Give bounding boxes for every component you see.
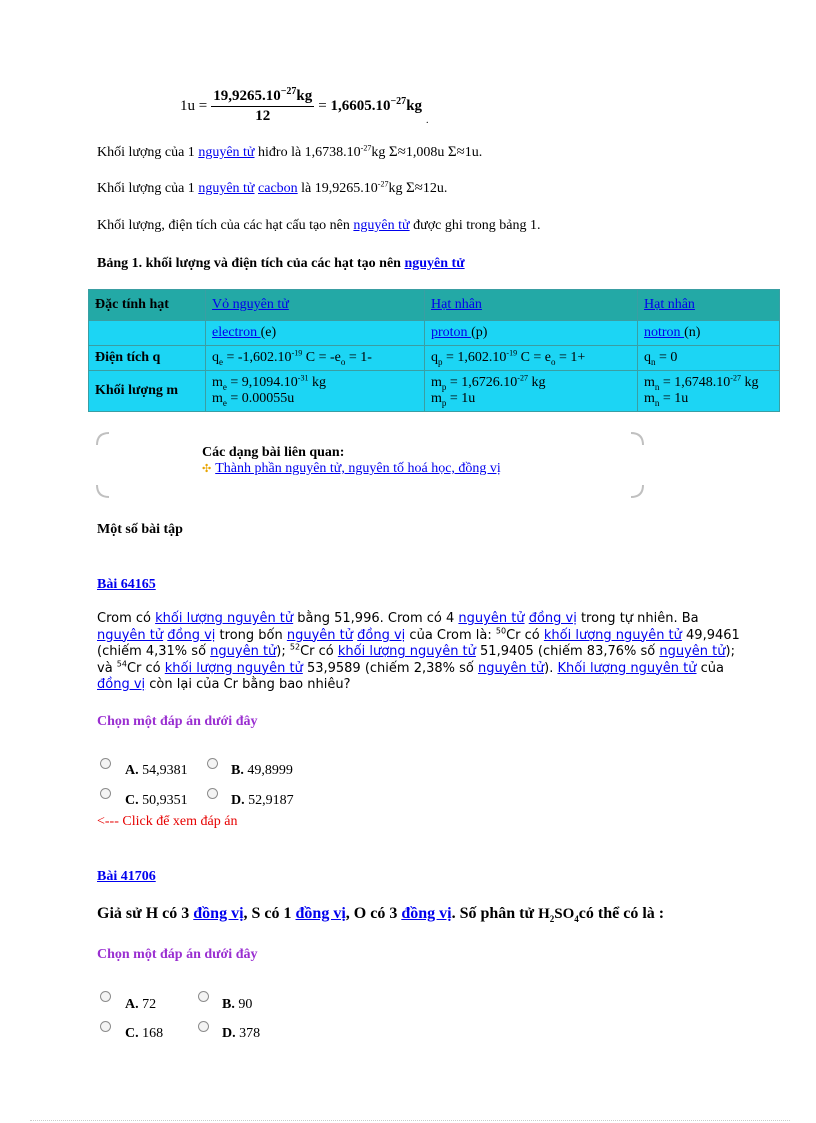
m-exp: -27 xyxy=(730,373,741,383)
numerator-unit: kg xyxy=(296,87,313,104)
option-d-label xyxy=(222,1026,260,1042)
rhs-unit: kg xyxy=(406,97,423,114)
text-run: trong bốn xyxy=(215,627,287,643)
q-value: = -1,602.10 xyxy=(223,350,292,365)
text-link[interactable]: nguyên tử xyxy=(286,627,354,643)
approx-symbol: Σ≈ xyxy=(405,180,423,196)
option-key: C. xyxy=(125,1026,139,1041)
m-sub: p xyxy=(441,397,447,408)
link-vo-nguyen-tu[interactable]: Vỏ nguyên tử xyxy=(212,297,289,312)
text-run: của Crom là: xyxy=(405,627,496,643)
link-dong-vi[interactable]: đồng vị xyxy=(193,905,244,922)
q-unit: C = -e xyxy=(302,350,341,365)
q2-text-1: Giả sử H có 3 xyxy=(97,905,194,922)
radio-option-d[interactable] xyxy=(198,1021,209,1032)
question-1-title[interactable]: Bài 64165 xyxy=(97,577,156,592)
option-value: 90 xyxy=(234,997,253,1012)
chem-so: SO xyxy=(554,906,575,922)
formula-trail: . xyxy=(426,115,429,126)
table-title xyxy=(97,256,465,272)
p3-text-pre: Khối lượng, điện tích của các hạt cấu tạo nên xyxy=(97,218,354,233)
option-value: 378 xyxy=(235,1026,261,1041)
e-sub: o xyxy=(340,356,346,367)
link-proton[interactable]: proton xyxy=(431,325,472,340)
text-run: bằng 51,996. Crom có 4 xyxy=(293,611,459,626)
q-rel: = 1- xyxy=(345,350,372,365)
q-value: = 0 xyxy=(655,350,678,365)
link-nguyen-tu[interactable]: nguyên tử xyxy=(404,256,465,271)
text-run: Cr có xyxy=(300,644,338,659)
formula-lhs: 1u xyxy=(180,97,195,114)
option-value: 49,8999 xyxy=(243,763,293,778)
q-sub: p xyxy=(438,356,443,367)
text-run: 49,9461 (chiếm 4,31% số xyxy=(97,627,740,659)
q-symbol: q xyxy=(212,350,219,365)
text-link[interactable]: đồng vị xyxy=(97,677,146,692)
atomic-mass-unit-formula xyxy=(180,86,429,126)
table-row-mass xyxy=(89,371,780,412)
text-link[interactable]: đồng vị xyxy=(357,627,406,643)
mass-line-2 xyxy=(431,391,631,407)
radio-option-b[interactable] xyxy=(207,758,218,769)
option-key: A. xyxy=(125,763,139,778)
m-sub: e xyxy=(222,397,227,408)
formula-rhs xyxy=(330,95,423,115)
q-symbol: q xyxy=(431,350,438,365)
q2-text-3: , O có 3 xyxy=(345,905,402,922)
cell-proton xyxy=(425,321,638,346)
approx-symbol: Σ≈ xyxy=(388,144,406,160)
mass-line-1 xyxy=(644,375,773,391)
q2-text-5: có thể có là : xyxy=(578,905,665,922)
m-symbol: m xyxy=(212,391,223,406)
show-answer-link[interactable]: <--- Click để xem đáp án xyxy=(97,814,238,829)
option-key: A. xyxy=(125,997,139,1012)
table-row-particle xyxy=(89,321,780,346)
header-cell-nucleus xyxy=(425,290,638,321)
link-cacbon[interactable]: cacbon xyxy=(258,181,298,196)
box-corner-bottom-left-icon xyxy=(96,484,110,498)
m-symbol: m xyxy=(431,391,442,406)
text-link[interactable]: khối lượng nguyên tử xyxy=(337,644,476,659)
text-link[interactable]: nguyên tử xyxy=(458,611,525,626)
related-topics-box xyxy=(202,445,501,477)
link-hat-nhan-2[interactable]: Hạt nhân xyxy=(644,297,695,312)
particle-properties-table xyxy=(88,289,780,412)
isotope-mass-number: 50 xyxy=(495,626,507,636)
neutron-symbol: (n) xyxy=(684,325,701,340)
text-run: ); và xyxy=(97,644,735,676)
question-1-choose-label: Chọn một đáp án dưới đây xyxy=(97,714,258,729)
text-run: ). xyxy=(544,660,558,676)
text-run: Crom có xyxy=(97,611,156,626)
equals-sign-2: = xyxy=(318,97,331,114)
chem-sub-2: 2 xyxy=(549,914,555,924)
option-d-label xyxy=(231,793,294,809)
p2-exponent: -27 xyxy=(377,179,389,189)
text-run: 51,9405 (chiếm 83,76% số xyxy=(475,644,660,659)
m-sub: e xyxy=(222,381,227,392)
option-c-label xyxy=(125,1026,163,1042)
option-key: B. xyxy=(231,763,244,778)
option-value: 50,9351 xyxy=(138,793,188,808)
equals-sign: = xyxy=(195,97,208,114)
numerator-value: 19,9265.10 xyxy=(213,87,281,104)
text-run: 53,9589 (chiếm 2,38% số xyxy=(302,660,478,676)
electron-mass xyxy=(206,371,425,412)
text-link[interactable]: khối lượng nguyên tử xyxy=(155,611,294,626)
p2-value: 12u. xyxy=(422,181,448,196)
question-2-title[interactable]: Bài 41706 xyxy=(97,869,156,884)
mass-line-1 xyxy=(212,375,418,391)
e-sub: o xyxy=(551,356,556,367)
charge-label: Điện tích q xyxy=(89,346,206,371)
link-nguyen-tu[interactable]: nguyên tử xyxy=(353,218,410,233)
q-exp: -19 xyxy=(291,348,303,358)
m-value: = 9,1094.10 xyxy=(226,375,298,390)
hydrogen-mass-paragraph xyxy=(97,144,482,161)
numerator-exponent: −27 xyxy=(280,85,297,97)
text-run: còn lại của Cr bằng bao nhiêu? xyxy=(145,677,351,692)
text-run: của xyxy=(696,660,725,676)
option-a-label xyxy=(125,763,188,779)
m-exp: -31 xyxy=(297,373,309,383)
related-item-link[interactable]: Thành phần nguyên tử, nguyên tố hoá học, đồng vị xyxy=(215,461,501,476)
option-key: C. xyxy=(125,793,139,808)
q-unit: C = e xyxy=(517,350,552,365)
header-cell-property: Đặc tính hạt xyxy=(89,290,206,321)
m-value: = 1u xyxy=(659,391,689,406)
table-row-charge xyxy=(89,346,780,371)
option-b-label xyxy=(231,763,293,779)
rhs-value: 1,6605.10 xyxy=(330,97,391,114)
mass-line-2 xyxy=(212,391,418,407)
p2-text-pre: Khối lượng của 1 xyxy=(97,181,199,196)
related-item[interactable] xyxy=(202,461,501,477)
text-link[interactable]: đồng vị xyxy=(167,627,216,643)
option-value: 54,9381 xyxy=(138,763,188,778)
carbon-mass-paragraph xyxy=(97,180,447,197)
p1-value-1: 1,008u xyxy=(405,145,448,160)
m-sub: p xyxy=(441,381,447,392)
box-corner-bottom-right-icon xyxy=(630,484,644,498)
m-unit: kg xyxy=(527,375,546,390)
link-notron[interactable]: notron xyxy=(644,325,685,340)
chem-sub-4: 4 xyxy=(574,914,579,924)
proton-mass xyxy=(425,371,638,412)
option-b-label xyxy=(222,997,252,1013)
m-symbol: m xyxy=(212,375,223,390)
text-link[interactable]: Khối lượng nguyên tử xyxy=(557,660,697,676)
m-unit: kg xyxy=(308,375,326,390)
section-title: Một số bài tập xyxy=(97,522,183,537)
isotope-mass-number: 54 xyxy=(116,659,127,669)
question-2-choose-label: Chọn một đáp án dưới đây xyxy=(97,947,258,962)
link-nguyen-tu[interactable]: nguyên tử xyxy=(198,145,255,160)
p2-unit: kg xyxy=(388,181,406,196)
proton-symbol: (p) xyxy=(471,325,488,340)
p1-text-pre: Khối lượng của 1 xyxy=(97,145,199,160)
p1-text-mid: hiđro là 1,6738.10 xyxy=(254,145,361,160)
p1-unit: kg xyxy=(371,145,389,160)
text-run: Cr có xyxy=(126,660,165,676)
radio-option-a[interactable] xyxy=(100,758,111,769)
cell-electron xyxy=(206,321,425,346)
option-value: 52,9187 xyxy=(244,793,294,808)
radio-option-a[interactable] xyxy=(100,991,111,1002)
p1-value-2: 1u. xyxy=(464,145,483,160)
mass-line-2 xyxy=(644,391,773,407)
box-corner-top-left-icon xyxy=(96,432,110,446)
m-exp: -27 xyxy=(517,373,528,383)
option-key: D. xyxy=(231,793,245,808)
link-nguyen-tu[interactable]: nguyên tử xyxy=(198,181,255,196)
m-sub: n xyxy=(654,397,660,408)
m-symbol: m xyxy=(431,375,442,390)
p1-exponent: -27 xyxy=(360,143,372,153)
cell-neutron xyxy=(638,321,780,346)
question-1-text xyxy=(97,611,747,694)
neutron-mass xyxy=(638,371,780,412)
radio-option-c[interactable] xyxy=(100,1021,111,1032)
option-c-label xyxy=(125,793,188,809)
mass-line-1 xyxy=(431,375,631,391)
p3-text-post: được ghi trong bảng 1. xyxy=(409,218,541,233)
mass-label: Khối lượng m xyxy=(89,371,206,412)
empty-cell xyxy=(89,321,206,346)
neutron-charge xyxy=(638,346,780,371)
text-link[interactable]: nguyên tử xyxy=(659,644,726,659)
text-link[interactable]: nguyên tử xyxy=(97,627,164,643)
text-link[interactable]: đồng vị xyxy=(528,611,577,626)
isotope-mass-number: 52 xyxy=(289,642,301,652)
approx-symbol-2: Σ≈ xyxy=(447,144,465,160)
text-link[interactable]: nguyên tử xyxy=(210,644,277,659)
option-key: D. xyxy=(222,1026,236,1041)
radio-option-c[interactable] xyxy=(100,788,111,799)
m-value: = 1,6748.10 xyxy=(659,375,731,390)
text-run: ); xyxy=(276,644,290,659)
option-value: 72 xyxy=(138,997,157,1012)
m-value: = 1u xyxy=(446,391,476,406)
header-cell-nucleus-2 xyxy=(638,290,780,321)
box-corner-top-right-icon xyxy=(630,432,644,446)
text-link[interactable]: nguyên tử xyxy=(478,660,545,676)
formula-fraction xyxy=(211,85,314,125)
link-dong-vi[interactable]: đồng vị xyxy=(401,905,452,922)
q2-text-2: , S có 1 xyxy=(243,905,296,922)
q2-text-4: . Số phân tử xyxy=(451,905,539,922)
link-electron[interactable]: electron xyxy=(212,325,261,340)
table-header-row xyxy=(89,290,780,321)
radio-option-d[interactable] xyxy=(207,788,218,799)
electron-symbol: (e) xyxy=(260,325,277,340)
header-cell-shell xyxy=(206,290,425,321)
bullet-icon: ✣ xyxy=(202,463,212,475)
radio-option-b[interactable] xyxy=(198,991,209,1002)
text-link[interactable]: khối lượng nguyên tử xyxy=(164,660,303,676)
m-sub: n xyxy=(654,381,660,392)
q-exp: -19 xyxy=(506,348,518,358)
m-value: = 1,6726.10 xyxy=(446,375,518,390)
particles-paragraph xyxy=(97,218,540,234)
m-symbol: m xyxy=(644,391,655,406)
q-value: = 1,602.10 xyxy=(442,350,507,365)
m-unit: kg xyxy=(740,375,759,390)
proton-charge xyxy=(425,346,638,371)
option-value: 168 xyxy=(138,1026,164,1041)
q-sub: e xyxy=(219,356,223,367)
chem-h: H xyxy=(538,906,550,922)
fraction-numerator xyxy=(211,85,314,107)
option-a-label xyxy=(125,997,156,1013)
rhs-exponent: −27 xyxy=(390,95,407,107)
option-key: B. xyxy=(222,997,235,1012)
q-rel: = 1+ xyxy=(555,350,586,365)
footer-divider xyxy=(30,1120,790,1121)
q-sub: n xyxy=(651,356,656,367)
related-title: Các dạng bài liên quan: xyxy=(202,445,345,460)
text-link[interactable]: khối lượng nguyên tử xyxy=(543,627,682,643)
question-2-text xyxy=(97,905,664,923)
chemical-formula xyxy=(538,906,579,922)
p2-text-mid: là 19,9265.10 xyxy=(297,181,378,196)
electron-charge xyxy=(206,346,425,371)
text-run: Cr có xyxy=(506,627,544,643)
text-run: trong tự nhiên. Ba xyxy=(576,611,699,626)
m-symbol: m xyxy=(644,375,655,390)
fraction-denominator: 12 xyxy=(255,107,271,124)
link-dong-vi[interactable]: đồng vị xyxy=(295,905,346,922)
m-value: = 0.00055u xyxy=(226,391,295,406)
link-hat-nhan[interactable]: Hạt nhân xyxy=(431,297,482,312)
table-title-text: Bảng 1. khối lượng và điện tích của các hạt tạo nên xyxy=(97,256,405,271)
q-symbol: q xyxy=(644,350,651,365)
